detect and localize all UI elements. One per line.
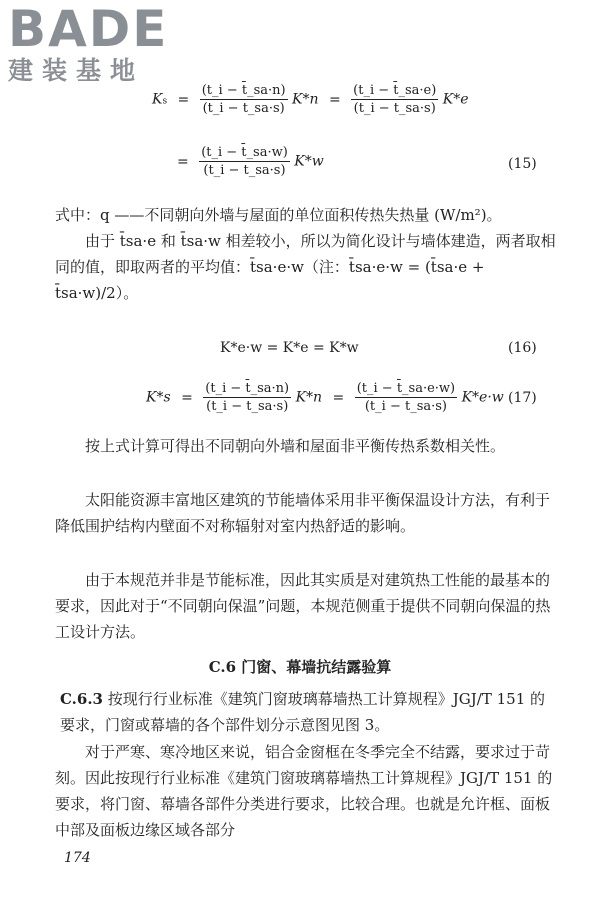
- eq17-k2: K*e·w: [461, 389, 504, 406]
- eq17-k1: K*n: [295, 389, 323, 406]
- eq17-fraction-1: $\frac{(t\_i - t̄\_sa\cdot n)}{(t\_i - t̄\_sa\cdot s)}$: [205, 381, 290, 414]
- eq15-fraction-2: $\frac{(t\_i - t̄\_sa\cdot e)}{(t\_i - t̄\_sa\cdot s)}$: [353, 83, 437, 116]
- eq15-k1: K*n: [292, 91, 319, 108]
- eq15-lhs-sub: s: [162, 96, 168, 107]
- eq17-fraction-2: $\frac{(t\_i - t̄\_sa\cdot e\cdot w)}{(t\_i - t̄\_sa\cdot s)}$: [356, 381, 456, 414]
- eq15-k3: K*w: [294, 153, 324, 170]
- eq17-lhs: K*s: [146, 389, 171, 406]
- correlation-paragraph: 按上式计算可得出不同朝向外墙和屋面非平衡传热系数相关性。: [85, 437, 506, 455]
- eq15-lhs: K: [152, 91, 163, 108]
- simplification-paragraph: 由于 t̄sa·e 和 t̄sa·w 相差较小，所以为简化设计与墙体建造，两者取相同的值，即取两者的平均值：t̄sa·e·w（注：t̄sa·e·w = (t̄sa·e + t̄sa·w)/2）。: [55, 232, 556, 302]
- clause-text: 按现行行业标准《建筑门窗玻璃幕墙热工计算规程》JGJ/T 151 的要求，门窗或幕墙的各个部件划分示意图见图 3。: [60, 690, 546, 734]
- equation-15-line-1: Ks = $\frac{(t\_i - t̄\_sa\cdot n)}{(t\_i - t̄\_sa\cdot s)}$ K*n = $\frac{(t\_i - t̄\_sa\cdot e)}{(t\_i - t̄\_sa\cdot s)}$ K*e: [152, 83, 469, 116]
- eq15-fraction-3: $\frac{(t\_i - t̄\_sa\cdot w)}{(t\_i - t̄\_sa\cdot s)}$: [201, 145, 288, 178]
- clause-label: C.6.3: [60, 690, 103, 708]
- clause-c63-paragraph: [60, 686, 560, 738]
- eq15-fraction-1: $\frac{(t\_i - t̄\_sa\cdot n)}{(t\_i - t̄\_sa\cdot s)}$: [201, 83, 286, 116]
- brand-logo: [8, 0, 169, 86]
- equation-16: K*e·w = K*e = K*w: [220, 340, 359, 356]
- solar-design-paragraph: 太阳能资源丰富地区建筑的节能墙体采用非平衡保温设计方法，有利于降低围护结构内壁面不对称辐射对室内热舒适的影响。: [55, 491, 551, 535]
- logo-wordmark: BADE: [8, 0, 169, 58]
- equation-15-line-2: = $\frac{(t\_i - t̄\_sa\cdot w)}{(t\_i - t̄\_sa\cdot s)}$ K*w: [177, 145, 324, 178]
- condensation-paragraph: 对于严寒、寒冷地区来说，铝合金窗框在冬季完全不结露，要求过于苛刻。因此按现行行业标准《建筑门窗玻璃幕墙热工计算规程》JGJ/T 151 的要求，将门窗、幕墙各部件分类进行要求，比较合理。也就是允许框、面板中部及面板边缘区域各部分: [55, 743, 553, 839]
- definition-paragraph: 式中：q ——不同朝向外墙与屋面的单位面积传热失热量 (W/m²)。: [55, 206, 502, 224]
- equation-number-15: (15): [508, 156, 537, 172]
- equation-number-17: (17): [508, 390, 537, 406]
- section-heading: C.6 门窗、幕墙抗结露验算: [208, 658, 392, 676]
- logo-chinese: 建装基地: [8, 56, 145, 85]
- eq15-k2: K*e: [442, 91, 469, 108]
- equation-17: K*s = $\frac{(t\_i - t̄\_sa\cdot n)}{(t\_i - t̄\_sa\cdot s)}$ K*n = $\frac{(t\_i - t̄\_sa\cdot e\cdot w)}{(t\_i - t̄\_sa\cdot s)}$ K*e·w: [146, 381, 504, 414]
- standard-scope-paragraph: 由于本规范并非是节能标准，因此其实质是对建筑热工性能的最基本的要求，因此对于“不同朝向保温”问题，本规范侧重于提供不同朝向保温的热工设计方法。: [55, 571, 551, 641]
- equation-number-16: (16): [508, 340, 537, 356]
- page-number: 174: [64, 850, 91, 866]
